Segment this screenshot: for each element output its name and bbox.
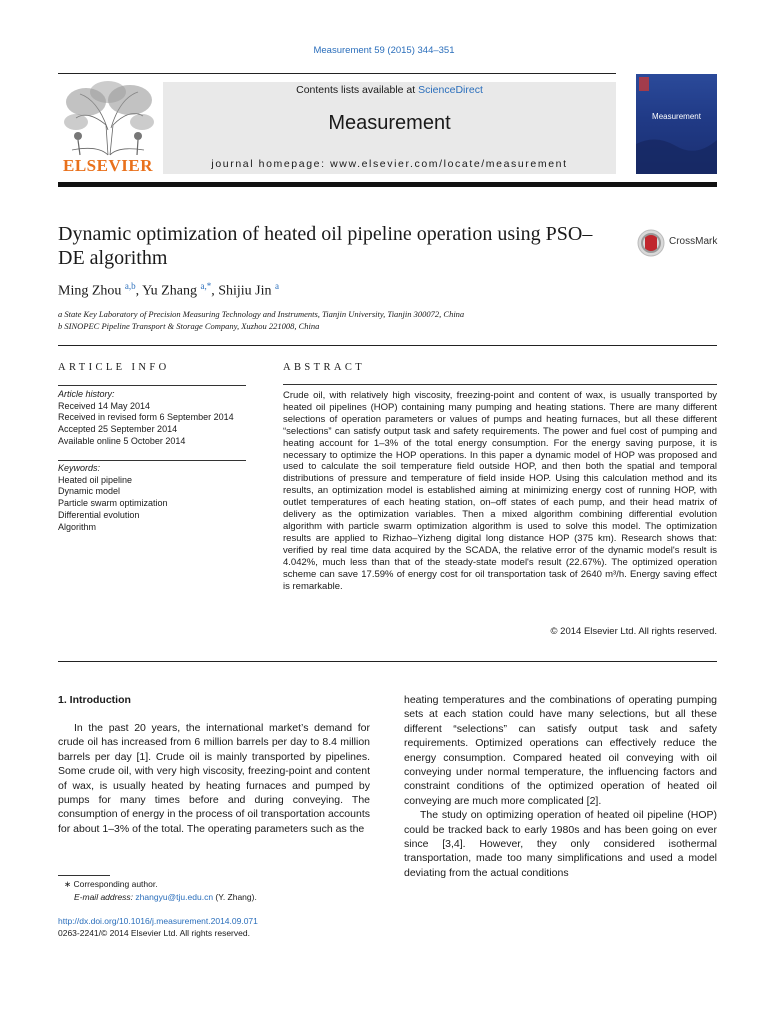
journal-reference[interactable]: Measurement 59 (2015) 344–351 xyxy=(313,45,455,56)
email-label: E-mail address: xyxy=(74,892,136,902)
history-item: Available online 5 October 2014 xyxy=(58,435,186,446)
section-rule xyxy=(58,661,717,662)
author-affil-mark[interactable]: a,b xyxy=(124,281,136,291)
history-item: Received in revised form 6 September 2014 xyxy=(58,412,234,423)
affiliation: b SINOPEC Pipeline Transport & Storage Company, Xuzhou 221008, China xyxy=(58,321,320,331)
crossmark-button[interactable] xyxy=(637,229,719,257)
header-thick-rule xyxy=(58,182,717,187)
info-rule xyxy=(58,460,246,461)
history-item: Received 14 May 2014 xyxy=(58,400,151,411)
author-affil-mark[interactable]: a,* xyxy=(200,281,212,291)
email-note xyxy=(74,892,257,902)
sciencedirect-link[interactable]: ScienceDirect xyxy=(418,84,483,96)
email-link[interactable]: zhangyu@tju.edu.cn xyxy=(135,892,214,902)
body-right-column xyxy=(404,693,717,880)
author-name: Yu Zhang xyxy=(142,283,197,299)
abstract-rule xyxy=(283,384,717,385)
article-history xyxy=(58,389,234,448)
history-label: Article history: xyxy=(58,389,115,399)
author-list xyxy=(58,281,279,300)
email-suffix: (Y. Zhang). xyxy=(213,892,257,902)
body-left-column xyxy=(58,721,370,836)
keyword-item: Differential evolution xyxy=(58,509,140,520)
abstract-text: Crude oil, with relatively high viscosity, freezing-point and content of wax, is usually transported by heated oil pipelines (HOP) containing many pumping and heating stations. There are many different selections of operation parameters or values of pumps and heating furnaces, but all these different “selections” can satisfy output task and safety requirements. The power and fuel cost of pumping and heating account for 1–3% of the total energy consumption. For the energy saving purpose, it is necessary to optimize the HOP operations. In this paper a dynamic model of HOP was proposed and used to calculate the soil temperature field outside HOP, and then both the spatial and temporal distributions of pressure and temperature of field inside HOP. Using this calculation method and its results, an optimization model is established aiming at minimizing energy cost of running HOP, with outlet temperatures of each heating station, on–off states of each pump, and their head matrix of delivery as the optimization variables. Then a mixed algorithm combining differential evolution algorithm with particle swarm optimization algorithm is used to solve this model. The optimization results are applied to Rizhao–Yizheng digital long distance HOP (375 km). Research shows that: verified by real time data acquired by the SCADA, the relative error of the dynamic model's result is 4.042%, much less than that of the steady-state model's result (22.67%). The optimized operation scheme can save 17.59% of energy cost for oil transportation task of 2640 m³/h. Energy saving effect is remarkable. xyxy=(283,390,717,592)
affiliation: a State Key Laboratory of Precision Measuring Technology and Instruments, Tianjin University, Tianjin 300072, China xyxy=(58,309,465,319)
keyword-item: Dynamic model xyxy=(58,486,121,497)
journal-name: Measurement xyxy=(328,112,451,134)
author-separator: , xyxy=(135,283,143,299)
author-affil-mark[interactable]: a xyxy=(275,281,279,291)
keyword-item: Heated oil pipeline xyxy=(58,474,133,485)
author-name: Shijiu Jin xyxy=(218,283,272,299)
abstract-copyright: © 2014 Elsevier Ltd. All rights reserved. xyxy=(550,626,717,637)
author-separator: , xyxy=(211,283,219,299)
contents-prefix: Contents lists available at xyxy=(296,84,419,96)
journal-banner xyxy=(163,82,616,174)
contents-line xyxy=(163,84,616,96)
corresponding-author-note: ∗ Corresponding author. xyxy=(64,879,158,889)
keyword-item: Algorithm xyxy=(58,521,97,532)
abstract-heading: ABSTRACT xyxy=(283,362,366,373)
info-rule xyxy=(58,385,246,386)
article-info-heading: ARTICLE INFO xyxy=(58,362,170,373)
article-title: Dynamic optimization of heated oil pipeline operation using PSO–DE algorithm xyxy=(58,223,593,269)
journal-cover-image xyxy=(636,74,717,174)
paragraph: In the past 20 years, the international market’s demand for crude oil has increased from 6 million barrels per day to 8.4 million barrels per day [1]. Crude oil is mainly transported by pipelines. Some crude oil, with very high viscosity, freezing-point and content of wax, is usually heated by heating furnaces and pumped by pumps for many times before and during conveying. The consumption of energy in the process of oil transportation accounts for about 1–3% of the total. The operating parameters such as the xyxy=(58,722,370,835)
doi-link[interactable]: http://dx.doi.org/10.1016/j.measurement.2014.09.071 xyxy=(58,916,258,926)
header-rule xyxy=(58,73,616,74)
footnote-rule xyxy=(58,875,110,876)
cover-title: Measurement xyxy=(652,112,701,121)
section-title: 1. Introduction xyxy=(58,694,131,706)
keywords-label: Keywords: xyxy=(58,463,101,473)
keyword-item: Particle swarm optimization xyxy=(58,498,168,509)
paragraph: The study on optimizing operation of heated oil pipeline (HOP) could be tracked back to early 1980s and has been going on ever since [3,4]. However, they only considered isothermal transportation, made too many simplifications and used a model deviating from the actual conditions xyxy=(404,809,717,879)
crossmark-label: CrossMark xyxy=(669,236,718,247)
journal-homepage[interactable]: journal homepage: www.elsevier.com/locate/measurement xyxy=(211,158,568,170)
issn-line: 0263-2241/© 2014 Elsevier Ltd. All rights reserved. xyxy=(58,928,250,938)
section-rule xyxy=(58,345,717,346)
paragraph: heating temperatures and the combinations of operating pumping sets at each station could have many selections, but all these different “selections” can satisfy output task and safety requirements. Optimized operations can effectively reduce the energy consumption. Compared heated oil conveying with oil conveying under normal temperature, the influencing factors and constraint conditions of the optimized operation of heated oil conveying are much more complicated [2]. xyxy=(404,694,717,807)
crossmark-icon xyxy=(637,229,667,257)
author-name: Ming Zhou xyxy=(58,283,122,299)
history-item: Accepted 25 September 2014 xyxy=(58,424,178,435)
elsevier-wordmark: ELSEVIER xyxy=(63,156,153,175)
keywords xyxy=(58,463,168,533)
